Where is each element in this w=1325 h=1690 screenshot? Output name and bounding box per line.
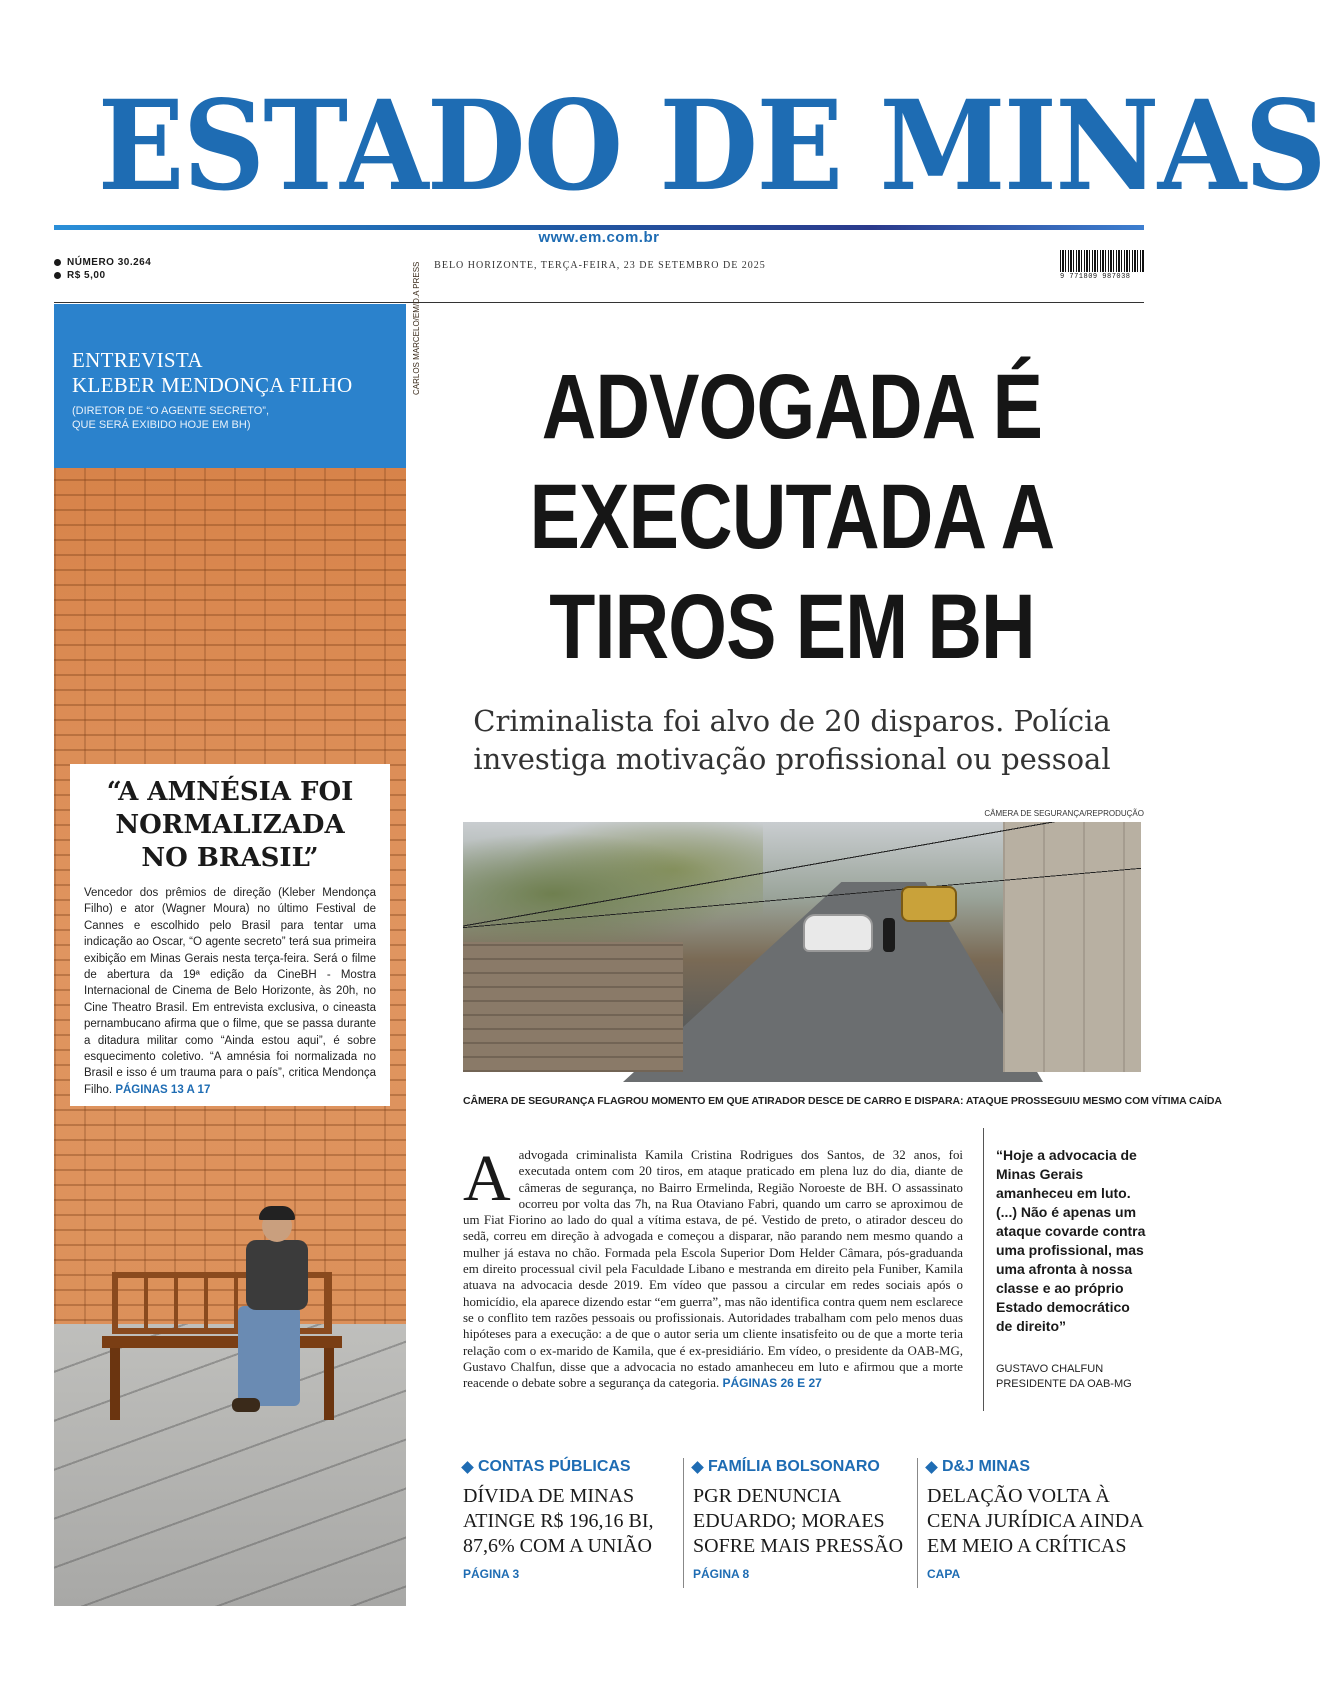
edition-number: NÚMERO 30.264 [67,257,152,268]
edition-info [54,256,151,282]
masthead [54,74,1325,246]
interview-body: Vencedor dos prêmios de direção (Kleber Mendonça Filho) e ator (Wagner Moura) no último Festival de Cannes e escolhido pelo Brasil para tentar uma indicação ao Oscar, “O agente secreto” terá sua primeira exibição em Minas Gerais nesta terça-feira. Será o filme de abertura da 19ª edição da CineBH - Mostra Internacional de Cinema de Belo Horizonte, às 20h, no Cine Theatro Brasil. Em entrevista exclusiva, o cineasta pernambucano afirma que o filme, que se passa durante a ditadura militar como “Ainda estou aqui”, é sobre esquecimento coletivo. “A amnésia foi normalizada no Brasil e isso é um trauma para o país”, critica Mendonça Filho. PÁGINAS 13 A 17 [84,887,376,1096]
director-photo [232,1210,322,1430]
dateline: BELO HORIZONTE, TERÇA-FEIRA, 23 DE SETEMBRO DE 2025 [434,260,766,271]
header-divider [54,302,1144,303]
teaser-page-ref[interactable]: PÁGINA 3 [463,1567,520,1581]
interview-quote-box [70,764,390,1106]
interview-kicker: ENTREVISTA KLEBER MENDONÇA FILHO [72,348,353,397]
barcode-bars [1060,250,1144,272]
diamond-icon [691,1461,704,1474]
teaser-section: CONTAS PÚBLICAS [478,1458,631,1475]
main-article [463,1142,963,1411]
teaser-section: FAMÍLIA BOLSONARO [708,1458,880,1475]
teaser-title: PGR DENUNCIA EDUARDO; MORAES SOFRE MAIS PRESSÃO [693,1485,904,1557]
article-body: advogada criminalista Kamila Cristina Rodrigues dos Santos, de 32 anos, foi executada ontem com 20 tiros, em ataque praticado em plena luz do dia, diante de câmeras de segurança, no Bairro Ermelinda, Região Noroeste de BH. O assassinato ocorreu por volta das 7h, na Rua Otaviano Fabri, quando um carro se aproximou de um Fiat Fiorino ao lado do qual a vítima estava, de pé. Vestido de preto, o atirador desceu do sedã, correu em direção à advogada e começou a disparar, não parando nem mesmo quando a mulher já estava no chão. Formada pela Escola Superior Dom Helder Câmara, pós-graduanda em direito processual civil pela Faculdade Libano e mestranda em direito pela Funiber, Kamila atuava na advocacia desde 2019. Em vídeo que passou a circular em redes sociais após o homicídio, ela aparece dizendo estar “em guerra”, mas não identifica contra quem nem esclarece se o conflito tem razões pessoais ou profissionais. Autoridades trabalham com pelo menos duas hipóteses para a execução: a de que o autor seria um cliente insatisfeito ou de que a morte teria relação com o ex-marido de Kamila, que é ex-presidiário. Em vídeo, o presidente da OAB-MG, Gustavo Chalfun, disse que a advocacia no estado amanheceu em luto e afirmou que a morte reacende o debate sobre a segurança da categoria. [463,1148,963,1391]
shooter-figure [883,918,895,952]
photo-caption: CÂMERA DE SEGURANÇA FLAGROU MOMENTO EM QUE ATIRADOR DESCE DE CARRO E DISPARA: ATAQUE PROSSEGUIU MESMO COM VÍTIMA CAÍDA [463,1095,1222,1107]
interview-header [54,304,406,468]
barcode-number: 9 771809 987038 [1060,273,1131,281]
headline-deck: Criminalista foi alvo de 20 disparos. Polícia investiga motivação profissional ou pessoal [473,704,1111,776]
photo-credit: CARLOS MARCELO/EM/D.A PRESS [412,261,421,395]
teaser-divider [683,1458,684,1588]
teaser-familia-bolsonaro[interactable] [693,1458,913,1581]
bullet-icon [54,272,61,279]
security-camera-photo[interactable] [463,822,1141,1072]
newspaper-logo[interactable]: ESTADO DE MINAS [97,74,1325,219]
bullet-icon [54,259,61,266]
edition-price: R$ 5,00 [67,270,106,281]
teaser-page-ref[interactable]: PÁGINA 8 [693,1567,750,1581]
fiorino-car [901,886,957,922]
website-link[interactable]: www.em.com.br [538,229,660,246]
interview-note: (DIRETOR DE “O AGENTE SECRETO”, QUE SERÁ EXIBIDO HOJE EM BH) [72,405,270,431]
drop-cap: A [463,1142,511,1215]
diamond-icon [925,1461,938,1474]
interview-quote[interactable]: “A AMNÉSIA FOI NORMALIZADA NO BRASIL” [106,777,354,873]
pullquote-attribution: GUSTAVO CHALFUN PRESIDENTE DA OAB-MG [996,1363,1132,1390]
pullquote: “Hoje a advocacia de Minas Gerais amanheceu em luto. (...) Não é apenas um ataque covarde contra uma profissional, mas uma afronta à nossa classe e ao próprio Estado democrático de direito” [996,1147,1146,1334]
diamond-icon [461,1461,474,1474]
interview-page-ref[interactable]: PÁGINAS 13 A 17 [115,1083,211,1096]
teaser-dj-minas[interactable] [927,1458,1147,1581]
pullquote-divider [983,1128,984,1411]
teaser-page-ref[interactable]: CAPA [927,1567,961,1581]
teaser-title: DELAÇÃO VOLTA À CENA JURÍDICA AINDA EM MEIO A CRÍTICAS [927,1485,1143,1557]
teaser-section: D&J MINAS [942,1458,1031,1475]
teaser-divider [917,1458,918,1588]
main-photo-credit: CÂMERA DE SEGURANÇA/REPRODUÇÃO [984,809,1144,818]
main-headline[interactable]: ADVOGADA É EXECUTADA A TIROS EM BH [529,356,1055,678]
teaser-contas-publicas[interactable] [463,1458,683,1581]
article-page-ref[interactable]: PÁGINAS 26 E 27 [722,1376,822,1391]
teaser-title: DÍVIDA DE MINAS ATINGE R$ 196,16 BI, 87,6% COM A UNIÃO [463,1485,654,1557]
barcode [1060,250,1144,286]
interview-feature[interactable] [54,304,406,1606]
sedan-car [803,914,873,952]
